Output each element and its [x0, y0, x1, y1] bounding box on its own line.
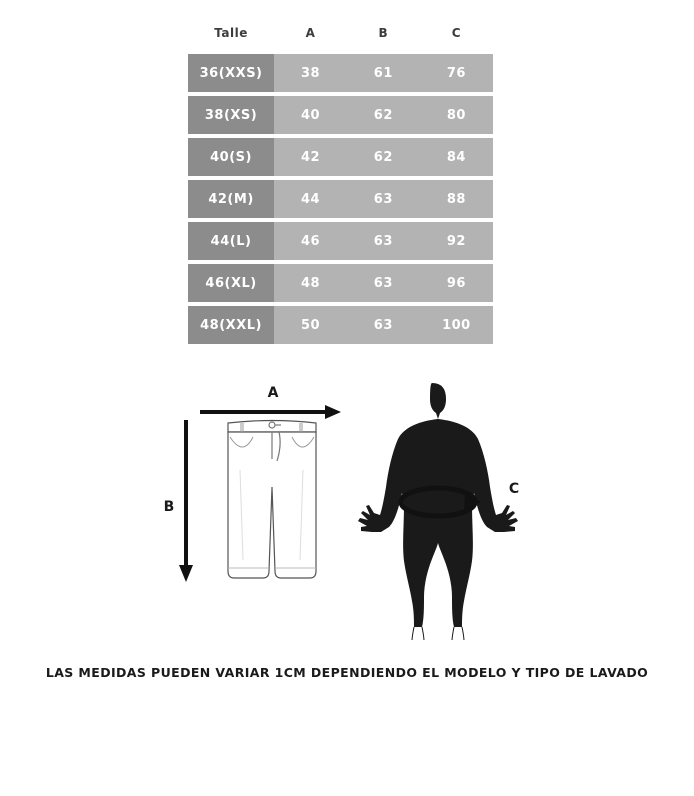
- cell-a: 38: [274, 54, 347, 92]
- cell-talle: 42(M): [188, 180, 274, 218]
- shorts-garment-icon: [228, 421, 316, 579]
- table-header: [188, 26, 493, 50]
- cell-a: 48: [274, 264, 347, 302]
- table-row: [188, 54, 493, 92]
- size-chart-table: [188, 22, 493, 348]
- cell-c: 80: [420, 96, 493, 134]
- measurement-diagram: [0, 375, 694, 640]
- cell-c: 92: [420, 222, 493, 260]
- table-body: [188, 54, 493, 344]
- table-row: [188, 96, 493, 134]
- column-header-talle: Talle: [214, 26, 248, 40]
- cell-b: 62: [347, 96, 420, 134]
- cell-c: 76: [420, 54, 493, 92]
- cell-a: 46: [274, 222, 347, 260]
- table-header-row: [188, 26, 493, 50]
- label-a: A: [267, 385, 279, 401]
- cell-talle: 36(XXS): [188, 54, 274, 92]
- cell-a: 40: [274, 96, 347, 134]
- cell-a: 44: [274, 180, 347, 218]
- cell-talle: 40(S): [188, 138, 274, 176]
- table-row: [188, 264, 493, 302]
- label-c: C: [508, 481, 520, 497]
- diagram-svg: [0, 375, 694, 640]
- table-row: [188, 306, 493, 344]
- column-header-c: C: [451, 26, 462, 40]
- cell-b: 61: [347, 54, 420, 92]
- column-header-b: B: [378, 26, 389, 40]
- cell-c: 88: [420, 180, 493, 218]
- cell-b: 62: [347, 138, 420, 176]
- male-body-silhouette-icon: [358, 383, 518, 640]
- label-b: B: [163, 499, 175, 515]
- cell-b: 63: [347, 306, 420, 344]
- cell-b: 63: [347, 180, 420, 218]
- cell-c: 100: [420, 306, 493, 344]
- cell-talle: 48(XXL): [188, 306, 274, 344]
- table-row: [188, 222, 493, 260]
- cell-c: 84: [420, 138, 493, 176]
- cell-a: 50: [274, 306, 347, 344]
- cell-talle: 44(L): [188, 222, 274, 260]
- cell-b: 63: [347, 222, 420, 260]
- cell-talle: 46(XL): [188, 264, 274, 302]
- cell-talle: 38(XS): [188, 96, 274, 134]
- arrow-a: [200, 405, 341, 419]
- cell-a: 42: [274, 138, 347, 176]
- column-header-a: A: [305, 26, 316, 40]
- table-row: [188, 138, 493, 176]
- cell-c: 96: [420, 264, 493, 302]
- cell-b: 63: [347, 264, 420, 302]
- arrow-b: [179, 420, 193, 582]
- measurement-disclaimer: LAS MEDIDAS PUEDEN VARIAR 1CM DEPENDIENDO EL MODELO Y TIPO DE LAVADO: [45, 665, 649, 680]
- table-row: [188, 180, 493, 218]
